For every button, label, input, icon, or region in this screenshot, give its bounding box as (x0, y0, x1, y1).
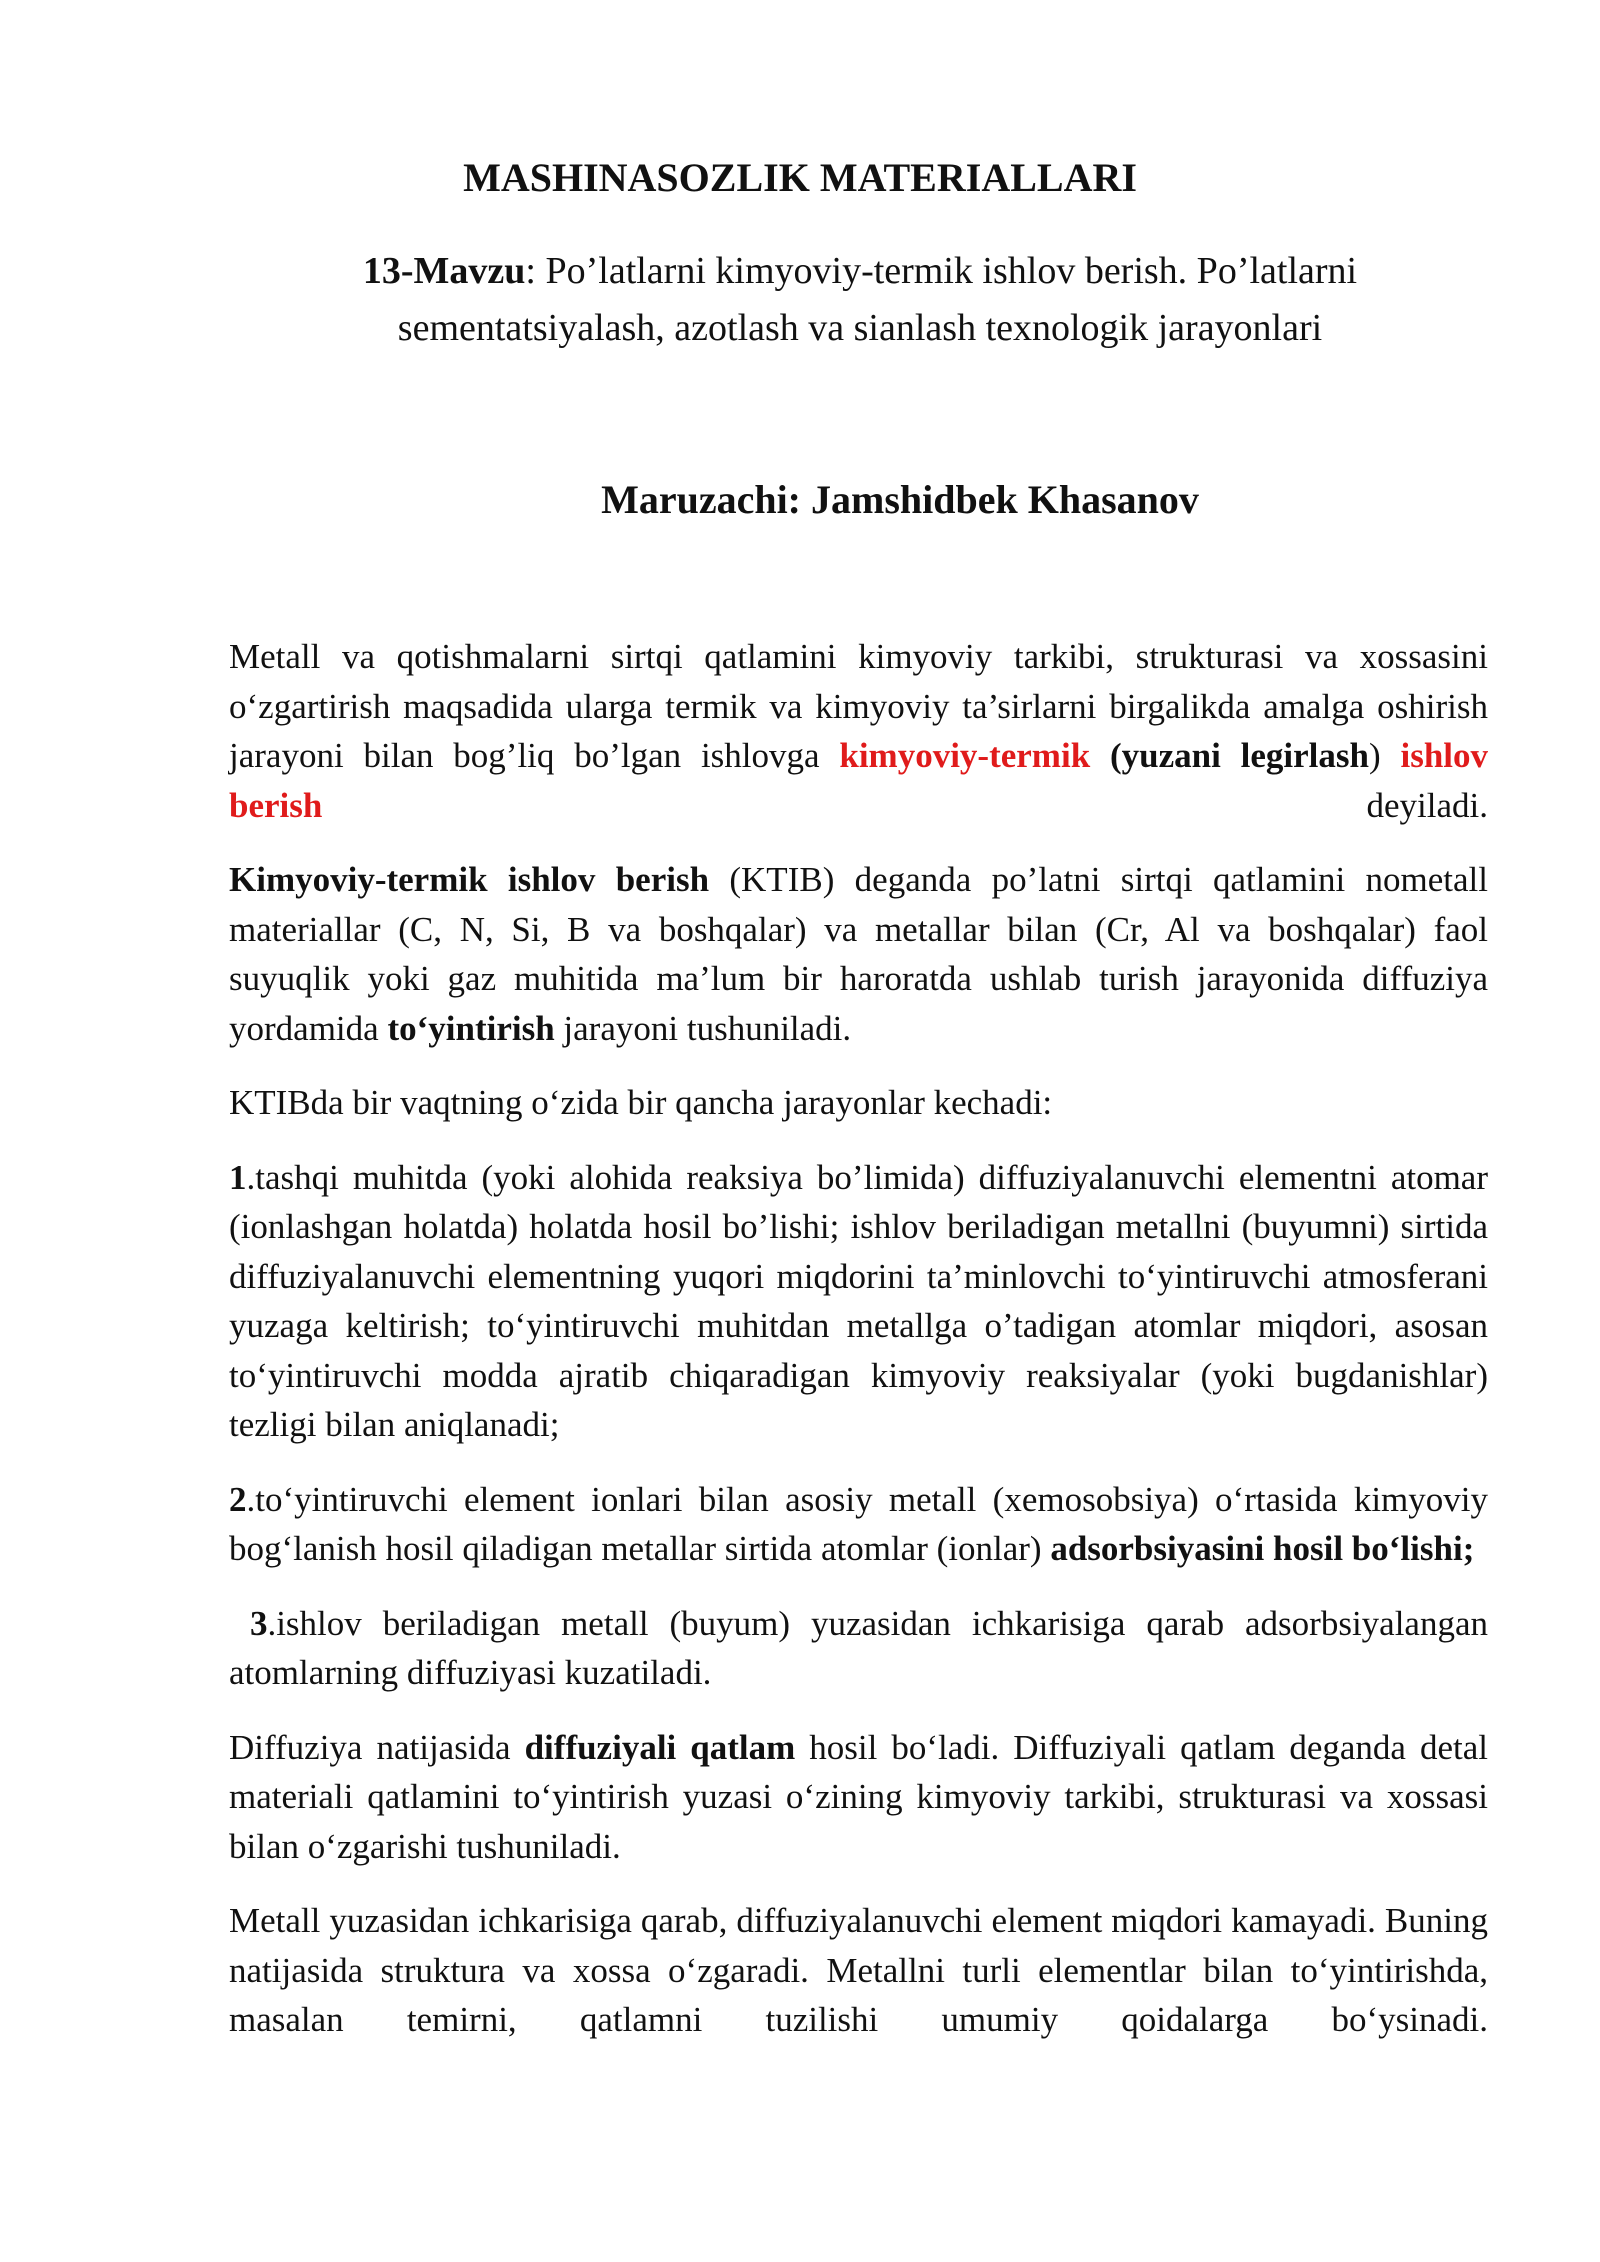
list-text-3: .ishlov beriladigan metall (buyum) yuzasidan ichkarisiga qarab adsorbsiyalangan atomlarning diffuziyasi kuzatiladi. (229, 1603, 1489, 1692)
p1-text-4: deyiladi. (322, 785, 1488, 825)
topic-label: 13-Mavzu (362, 250, 526, 292)
p2-text-1: (KTIB) deganda po’latni sirtqi qatlamini nometall materiallar (C, N, Si, B va boshqalar) va metallar bilan (Cr, Al va boshqalar) faol suyuqlik yoki gaz muhitida ma’lum bir haroratda ushlab turish jarayonida diffuziya yordamida (229, 860, 1488, 1048)
p2-bold-term: Kimyoviy-termik ishlov berish (229, 860, 710, 899)
list-number-1: 1 (229, 1157, 247, 1197)
paragraph-diffusion-layer (229, 1723, 1488, 1872)
p2-text-2: jarayoni tushuniladi. (554, 1008, 852, 1048)
paragraph-ktib (229, 855, 1488, 1053)
list-item-2 (229, 1475, 1488, 1574)
p7-text-1: Diffuziya natijasida (229, 1727, 525, 1767)
lecturer-line: Maruzachi: Jamshidbek Khasanov (601, 477, 1199, 522)
list-text-1: .tashqi muhitda (yoki alohida reaksiya bo’limida) diffuziyalanuvchi elementni atomar (ionlashgan holatda) holatda hosil bo’lishi; ishlov beriladigan metallni (buyumni) sirtida diffuziyalanuvchi elementning yuqori miqdorini ta’minlovchi to‘yintiruvchi atmosferani yuzaga keltirish; to‘yintiruvchi muhitdan metallga o’tadigan atomlar miqdori, asosan to‘yintiruvchi modda ajratib chiqaradigan kimyoviy reaksiyalar (yoki bugdanishlar) tezligi bilan aniqlanadi; (229, 1157, 1488, 1444)
topic-heading (230, 243, 1490, 357)
paragraph-processes-intro: KTIBda bir vaqtning o‘zida bir qancha jarayonlar kechadi: (229, 1083, 1053, 1122)
document-body (229, 632, 1488, 2070)
document-title: MASHINASOZLIK MATERIALLARI (463, 155, 1137, 200)
topic-text: Po’latlarni kimyoviy-termik ishlov berish. Po’latlarni sementatsiyalash, azotlash va sianlash texnologik jarayonlari (397, 250, 1358, 349)
list-item-1 (229, 1153, 1488, 1450)
list-bold-2: adsorbsiyasini hosil bo‘lishi; (1050, 1529, 1475, 1568)
p1-text-3: ) (1368, 736, 1401, 775)
list-number-2: 2 (229, 1479, 247, 1519)
p7-text-2: hosil bo‘ladi. Diffuziyali qatlam deganda detal materiali qatlamini to‘yintirish yuzasi o‘zining kimyoviy tarkibi, strukturasi va xossasi bilan o‘zgarishi tushuniladi. (229, 1727, 1488, 1866)
p1-text-1: Metall va qotishmalarni sirtqi qatlamini kimyoviy tarkibi, strukturasi va xossasini o‘zgartirish maqsadida ularga termik va kimyoviy ta’sirlarni birgalikda amalga oshirish jarayoni bilan bog’liq bo’lgan ishlovga (229, 637, 1488, 775)
list-number-3: 3 (249, 1603, 268, 1643)
topic-separator: : (525, 250, 546, 292)
paragraph-definition (229, 632, 1488, 830)
p7-bold-term: diffuziyali qatlam (524, 1727, 796, 1767)
list-text-2: .to‘yintiruvchi element ionlari bilan asosiy metall (xemosobsiya) o‘rtasida kimyoviy bog‘lanish hosil qiladigan metallar sirtida atomlar (ionlar) (229, 1479, 1488, 1568)
paragraph-metal-surface: Metall yuzasidan ichkarisiga qarab, diffuziyalanuvchi element miqdori kamayadi. Buning natijasida struktura va xossa o‘zgaradi. Metallni turli elementlar bilan to‘yintirishda, masalan temirni, qatlamni tuzilishi umumiy qoidalarga bo‘ysinadi. (229, 1901, 1488, 2039)
p1-bold-term: (yuzani legirlash (1109, 736, 1369, 775)
p2-bold-term-2: to‘yintirish (387, 1008, 555, 1048)
p1-text-2 (1090, 736, 1110, 775)
list-item-3 (229, 1599, 1488, 1698)
p1-highlight-term-2: ishlov berish (229, 736, 1489, 825)
p1-highlight-term: kimyoviy-termik (839, 736, 1091, 775)
